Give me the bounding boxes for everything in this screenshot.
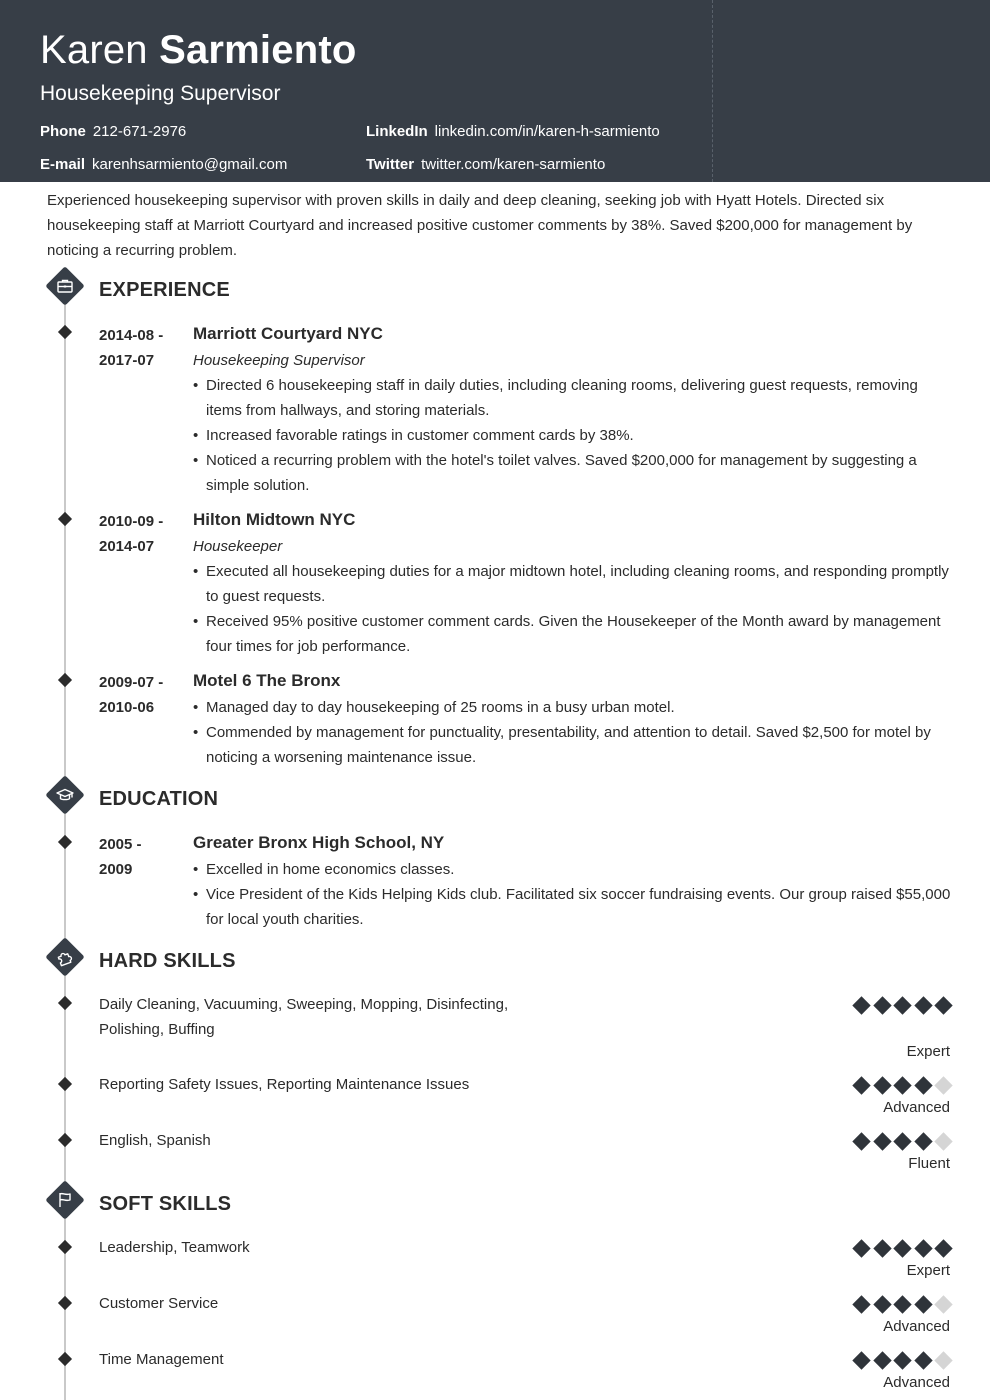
timeline-marker [58, 673, 72, 687]
rating-diamond-filled [852, 1295, 870, 1313]
soft-skills-heading: SOFT SKILLS [99, 1193, 232, 1215]
timeline-line [64, 300, 66, 1400]
timeline-marker [58, 325, 72, 339]
timeline-marker [58, 1352, 72, 1366]
rating-diamond-filled [893, 1351, 911, 1369]
rating-diamond-filled [873, 1295, 891, 1313]
job-bullets [193, 695, 953, 770]
skill-rating [855, 1351, 950, 1369]
rating-diamond-filled [873, 996, 891, 1014]
rating-diamond-filled [852, 1076, 870, 1094]
hard-skills-heading: HARD SKILLS [99, 950, 236, 972]
summary-text: Experienced housekeeping supervisor with proven skills in daily and deep cleaning, seeking job with Hyatt Hotels. Directed six housekeeping staff at Marriott Courtyard and increased positive customer comments by 38%. Saved $200,000 for management by noticing a recurring problem. [47, 192, 913, 259]
education-heading: EDUCATION [99, 788, 219, 810]
twitter-link[interactable]: twitter.com/karen-sarmiento [421, 156, 606, 173]
header-divider [712, 0, 713, 182]
rating-diamond-filled [914, 996, 932, 1014]
timeline-marker [58, 1296, 72, 1310]
timeline-marker [58, 1133, 72, 1147]
employer-name: Hilton Midtown NYC [193, 510, 356, 529]
rating-diamond-filled [893, 1295, 911, 1313]
bullet-item: • Executed all housekeeping duties for a major midtown hotel, including cleaning rooms, and responding promptly to guest requests. [193, 559, 953, 609]
date-start: 2010-09 - [99, 513, 164, 530]
graduation-cap-icon [48, 778, 82, 812]
education-bullets [193, 857, 953, 932]
last-name: Sarmiento [159, 28, 357, 72]
job-dates [99, 670, 179, 720]
skill-level: Advanced [883, 1374, 950, 1391]
timeline-marker [58, 835, 72, 849]
bullet-item: • Managed day to day housekeeping of 25 rooms in a busy urban motel. [193, 695, 953, 720]
bullet-item: • Commended by management for punctuality, presentability, and attention to detail. Saved $2,500 for motel by noticing a worsening maintenance issue. [193, 720, 953, 770]
briefcase-icon [48, 269, 82, 303]
rating-diamond-filled [873, 1132, 891, 1150]
rating-diamond-filled [934, 1239, 952, 1257]
rating-diamond-filled [873, 1239, 891, 1257]
rating-diamond-filled [852, 1239, 870, 1257]
linkedin-label: LinkedIn [366, 123, 428, 140]
skill-level: Expert [906, 1262, 950, 1279]
timeline-marker [58, 996, 72, 1010]
job-dates [99, 323, 179, 373]
rating-diamond-filled [914, 1076, 932, 1094]
date-end: 2014-07 [99, 538, 155, 555]
date-start: 2014-08 - [99, 327, 164, 344]
first-name: Karen [40, 28, 148, 72]
rating-diamond-filled [934, 996, 952, 1014]
skill-level: Expert [906, 1043, 950, 1060]
skill-level: Advanced [883, 1099, 950, 1116]
skill-rating [855, 1076, 950, 1094]
skill-rating [855, 996, 950, 1014]
rating-diamond-filled [873, 1351, 891, 1369]
rating-diamond-empty [934, 1295, 952, 1313]
contact-phone [40, 122, 186, 142]
skill-level: Advanced [883, 1318, 950, 1335]
bullet-item: • Noticed a recurring problem with the hotel's toilet valves. Saved $200,000 for management by suggesting a simple solution. [193, 448, 953, 498]
rating-diamond-empty [934, 1132, 952, 1150]
rating-diamond-filled [893, 1239, 911, 1257]
email-label: E-mail [40, 156, 86, 173]
bullet-item: • Directed 6 housekeeping staff in daily duties, including cleaning rooms, delivering guest requests, removing items from hallways, and storing materials. [193, 373, 953, 423]
rating-diamond-filled [893, 1132, 911, 1150]
rating-diamond-filled [852, 1351, 870, 1369]
flag-icon [48, 1183, 82, 1217]
timeline-marker [58, 512, 72, 526]
puzzle-piece-icon [48, 940, 82, 974]
job-entry [193, 323, 953, 498]
date-end: 2017-07 [99, 352, 155, 369]
bullet-item: • Vice President of the Kids Helping Kids club. Facilitated six soccer fundraising events. Our group raised $55,000 for local youth charities. [193, 882, 953, 932]
date-start: 2005 - [99, 836, 142, 853]
skill-name: Time Management [99, 1351, 224, 1368]
date-end: 2010-06 [99, 699, 155, 716]
rating-diamond-filled [852, 1132, 870, 1150]
job-role: Housekeeper [193, 538, 283, 555]
rating-diamond-filled [873, 1076, 891, 1094]
skill-name: Reporting Safety Issues, Reporting Maintenance Issues [99, 1076, 470, 1093]
job-entry [193, 509, 953, 659]
bullet-item: • Excelled in home economics classes. [193, 857, 953, 882]
contact-linkedin [366, 122, 660, 142]
job-title: Housekeeping Supervisor [40, 82, 281, 105]
job-role: Housekeeping Supervisor [193, 352, 365, 369]
bullet-item: • Received 95% positive customer comment cards. Given the Housekeeper of the Month award by management four times for job performance. [193, 609, 953, 659]
skill-rating [855, 1295, 950, 1313]
timeline-marker [58, 1240, 72, 1254]
rating-diamond-filled [893, 1076, 911, 1094]
job-entry [193, 670, 953, 770]
employer-name: Marriott Courtyard NYC [193, 324, 383, 343]
rating-diamond-filled [893, 996, 911, 1014]
rating-diamond-empty [934, 1076, 952, 1094]
rating-diamond-filled [914, 1132, 932, 1150]
date-start: 2009-07 - [99, 674, 164, 691]
rating-diamond-empty [934, 1351, 952, 1369]
rating-diamond-filled [914, 1295, 932, 1313]
job-bullets [193, 559, 953, 659]
skill-level: Fluent [908, 1155, 950, 1172]
experience-heading: EXPERIENCE [99, 279, 230, 301]
school-name: Greater Bronx High School, NY [193, 833, 445, 852]
twitter-label: Twitter [366, 156, 415, 173]
linkedin-link[interactable]: linkedin.com/in/karen-h-sarmiento [434, 123, 660, 140]
rating-diamond-filled [914, 1239, 932, 1257]
job-dates [99, 509, 179, 559]
phone-label: Phone [40, 123, 86, 140]
job-bullets [193, 373, 953, 498]
rating-diamond-filled [852, 996, 870, 1014]
contact-email [40, 155, 287, 175]
phone-value: 212-671-2976 [92, 123, 187, 140]
skill-rating [855, 1239, 950, 1257]
education-entry [193, 832, 953, 932]
date-end: 2009 [99, 861, 133, 878]
skill-name: Leadership, Teamwork [99, 1239, 250, 1256]
rating-diamond-filled [914, 1351, 932, 1369]
email-value[interactable]: karenhsarmiento@gmail.com [92, 156, 288, 173]
candidate-name [40, 28, 356, 72]
bullet-item: • Increased favorable ratings in customer comment cards by 38%. [193, 423, 953, 448]
skill-name: Customer Service [99, 1295, 219, 1312]
resume-header [0, 0, 990, 182]
education-dates [99, 832, 179, 882]
skill-name: English, Spanish [99, 1132, 211, 1149]
employer-name: Motel 6 The Bronx [193, 671, 341, 690]
timeline-marker [58, 1077, 72, 1091]
contact-twitter [366, 155, 605, 175]
skill-name: Daily Cleaning, Vacuuming, Sweeping, Mopping, Disinfecting, Polishing, Buffing [99, 996, 509, 1038]
skill-rating [855, 1132, 950, 1150]
